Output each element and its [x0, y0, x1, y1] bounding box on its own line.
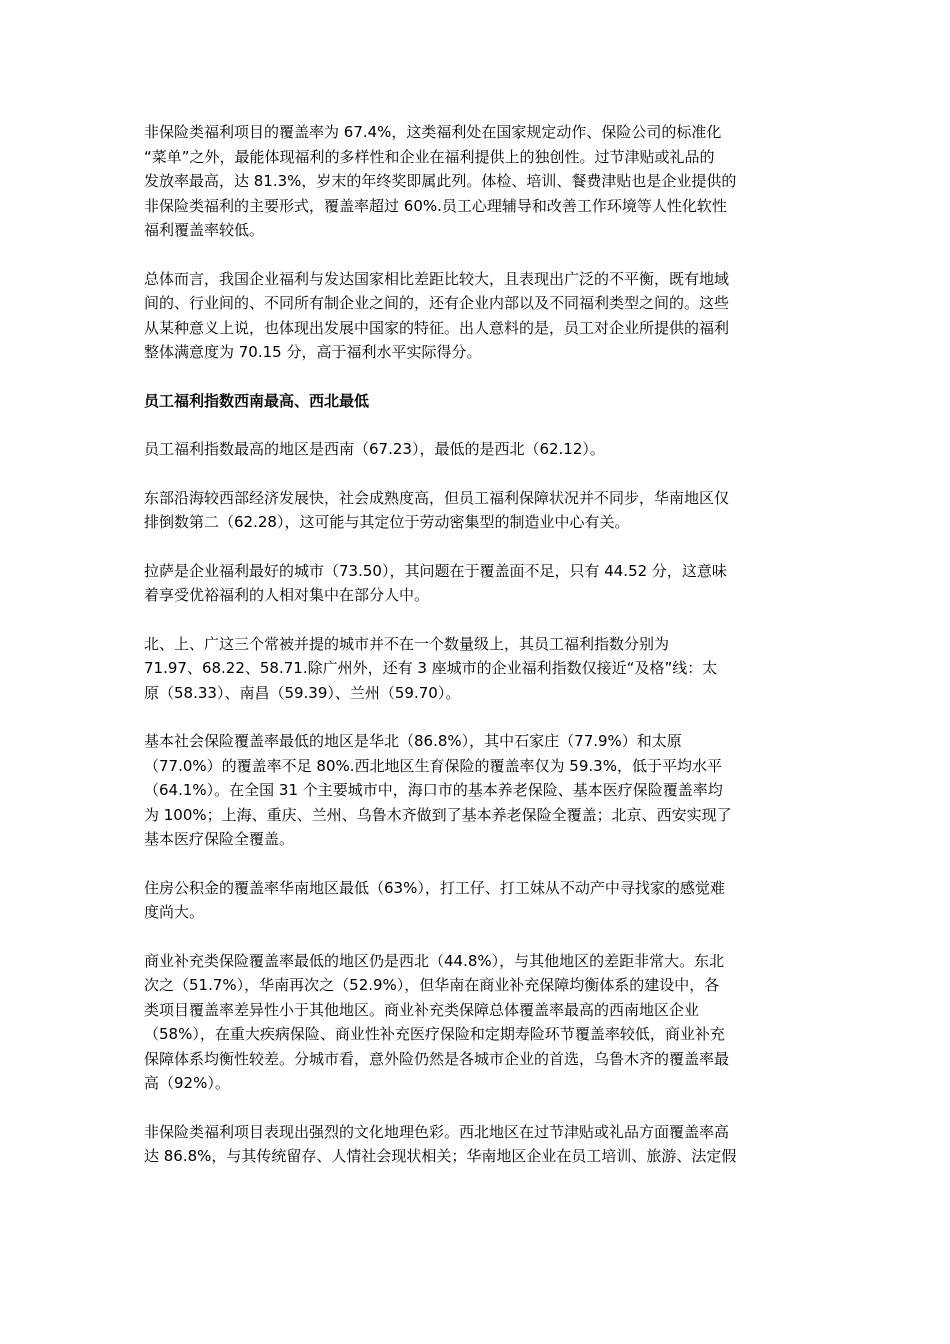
text-line: （58%），在重大疾病保险、商业性补充医疗保险和定期寿险环节覆盖率较低，商业补充	[144, 1025, 725, 1043]
text-line: 类项目覆盖率差异性小于其他地区。商业补充类保障总体覆盖率最高的西南地区企业	[144, 1000, 700, 1019]
paragraph-housing-fund	[144, 876, 808, 925]
text-line: 71.97、68.22、58.71.除广州外，还有 3 座城市的企业福利指数仅接近“及格”线：太	[144, 659, 718, 677]
text-line: 整体满意度为 70.15 分，高于福利水平实际得分。	[144, 343, 482, 361]
paragraph-commercial-insurance	[144, 949, 808, 1096]
text-line: 排倒数第二（62.28），这可能与其定位于劳动密集型的制造业中心有关。	[144, 513, 630, 531]
paragraph-major-cities	[144, 632, 808, 706]
text-line: 商业补充类保险覆盖率最低的地区仍是西北（44.8%），与其他地区的差距非常大。东北	[144, 951, 725, 970]
text-line: 为 100%；上海、重庆、兰州、乌鲁木齐做到了基本养老保险全覆盖；北京、西安实现了	[144, 805, 732, 824]
text-line: 东部沿海较西部经济发展快，社会成熟度高，但员工福利保障状况并不同步，华南地区仅	[144, 488, 730, 507]
text-line: 原（58.33）、南昌（59.39）、兰州（59.70）。	[144, 683, 461, 702]
section-heading: 员工福利指数西南最高、西北最低	[144, 391, 370, 410]
text-line: 拉萨是企业福利最好的城市（73.50），其问题在于覆盖面不足，只有 44.52 分，这意味	[144, 561, 727, 580]
paragraph-lhasa	[144, 559, 808, 608]
paragraph-overall-summary	[144, 267, 808, 365]
text-line: 北、上、广这三个常被并提的城市并不在一个数量级上，其员工福利指数分别为	[144, 634, 670, 653]
text-line: 基本医疗保险全覆盖。	[144, 830, 295, 848]
text-line: 发放率最高，达 81.3%，岁末的年终奖即属此列。体检、培训、餐费津贴也是企业提供的	[144, 172, 737, 190]
text-line: “菜单”之外，最能体现福利的多样性和企业在福利提供上的独创性。过节津贴或礼品的	[144, 147, 715, 166]
paragraph-social-insurance	[144, 729, 808, 852]
text-line: 福利覆盖率较低。	[144, 221, 265, 239]
text-line: （77.0%）的覆盖率不足 80%.西北地区生育保险的覆盖率仅为 59.3%，低于平均水平	[144, 756, 722, 775]
text-line: 保障体系均衡性较差。分城市看，意外险仍然是各城市企业的首选，乌鲁木齐的覆盖率最	[144, 1049, 730, 1068]
text-line: 非保险类福利项目的覆盖率为 67.4%，这类福利处在国家规定动作、保险公司的标准化	[144, 123, 722, 141]
paragraph-region-index	[144, 437, 808, 462]
text-line: 着享受优裕福利的人相对集中在部分人中。	[144, 586, 430, 604]
paragraph-cultural-geography	[144, 1120, 808, 1169]
text-line: （64.1%）。在全国 31 个主要城市中，海口市的基本养老保险、基本医疗保险覆盖率均	[144, 781, 723, 799]
text-line: 总体而言，我国企业福利与发达国家相比差距比较大，且表现出广泛的不平衡，既有地域	[144, 269, 730, 288]
text-line: 员工福利指数最高的地区是西南（67.23），最低的是西北（62.12）。	[144, 440, 605, 458]
text-line: 度尚大。	[144, 903, 205, 921]
paragraph-non-insurance-welfare	[144, 120, 808, 243]
document-page	[144, 120, 808, 1193]
text-line: 非保险类福利项目表现出强烈的文化地理色彩。西北地区在过节津贴或礼品方面覆盖率高	[144, 1122, 730, 1141]
text-line: 基本社会保险覆盖率最低的地区是华北（86.8%），其中石家庄（77.9%）和太原	[144, 732, 682, 750]
text-line: 住房公积金的覆盖率华南地区最低（63%），打工仔、打工妹从不动产中寻找家的感觉难	[144, 878, 725, 897]
text-line: 非保险类福利的主要形式，覆盖率超过 60%.员工心理辅导和改善工作环境等人性化软性	[144, 196, 727, 215]
text-line: 间的、行业间的、不同所有制企业之间的，还有企业内部以及不同福利类型之间的。这些	[144, 294, 730, 312]
text-line: 从某种意义上说，也体现出发展中国家的特征。出人意料的是，员工对企业所提供的福利	[144, 318, 730, 337]
text-line: 高（92%）。	[144, 1074, 230, 1092]
text-line: 达 86.8%，与其传统留存、人情社会现状相关；华南地区企业在员工培训、旅游、法定假	[144, 1147, 737, 1165]
text-line: 次之（51.7%），华南再次之（52.9%），但华南在商业补充保障均衡体系的建设中，各	[144, 976, 720, 994]
paragraph-east-coast	[144, 486, 808, 535]
